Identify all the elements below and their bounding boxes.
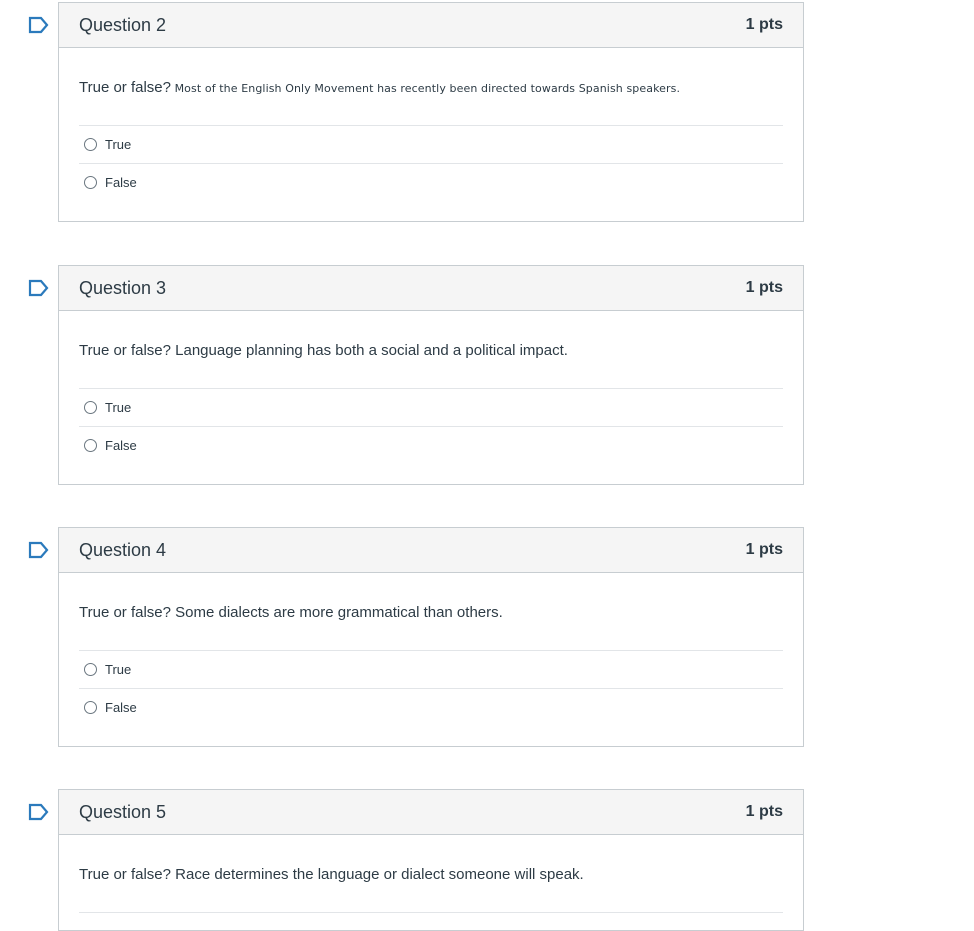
question-points: 1 pts bbox=[745, 16, 783, 33]
question-title: Question 2 bbox=[79, 14, 167, 35]
answer-label: False bbox=[105, 438, 137, 453]
answer-list bbox=[79, 125, 783, 201]
radio-button-icon[interactable] bbox=[84, 176, 97, 189]
question-header bbox=[59, 790, 803, 835]
question-header bbox=[59, 3, 803, 48]
answer-label: False bbox=[105, 700, 137, 715]
question-card bbox=[58, 527, 804, 747]
question-card bbox=[58, 265, 804, 485]
question-title: Question 4 bbox=[79, 539, 167, 560]
answer-option-true[interactable] bbox=[79, 651, 783, 689]
radio-button-icon[interactable] bbox=[84, 401, 97, 414]
question-points: 1 pts bbox=[745, 279, 783, 296]
radio-button-icon[interactable] bbox=[84, 138, 97, 151]
answer-label: False bbox=[105, 175, 137, 190]
question-points: 1 pts bbox=[745, 803, 783, 820]
question-header bbox=[59, 266, 803, 311]
answer-option-false[interactable] bbox=[79, 427, 783, 464]
answer-option-false[interactable] bbox=[79, 164, 783, 201]
flag-question-icon[interactable] bbox=[28, 541, 50, 559]
radio-button-icon[interactable] bbox=[84, 663, 97, 676]
answer-label: True bbox=[105, 137, 132, 152]
radio-button-icon[interactable] bbox=[84, 439, 97, 452]
answer-option-false[interactable] bbox=[79, 689, 783, 726]
radio-button-icon[interactable] bbox=[84, 701, 97, 714]
question-text: True or false? Race determines the language or dialect someone will speak. bbox=[79, 866, 584, 883]
answer-list bbox=[79, 650, 783, 726]
question-text: True or false? Language planning has both a social and a political impact. bbox=[79, 342, 568, 359]
answer-option-true[interactable] bbox=[79, 126, 783, 164]
answer-option-true[interactable] bbox=[79, 389, 783, 427]
question-text-lead: True or false? bbox=[79, 79, 171, 96]
question-card bbox=[58, 789, 804, 931]
answer-label: True bbox=[105, 400, 132, 415]
question-header bbox=[59, 528, 803, 573]
flag-question-icon[interactable] bbox=[28, 16, 50, 34]
question-text bbox=[79, 48, 783, 94]
question-text-rest: Most of the English Only Movement has recently been directed towards Spanish speakers. bbox=[171, 82, 681, 95]
question-title: Question 5 bbox=[79, 801, 167, 822]
question-text: True or false? Some dialects are more grammatical than others. bbox=[79, 604, 503, 621]
flag-question-icon[interactable] bbox=[28, 803, 50, 821]
answer-list bbox=[79, 912, 783, 913]
flag-question-icon[interactable] bbox=[28, 279, 50, 297]
question-points: 1 pts bbox=[745, 541, 783, 558]
answer-label: True bbox=[105, 662, 132, 677]
question-title: Question 3 bbox=[79, 277, 167, 298]
question-card bbox=[58, 2, 804, 222]
answer-list bbox=[79, 388, 783, 464]
